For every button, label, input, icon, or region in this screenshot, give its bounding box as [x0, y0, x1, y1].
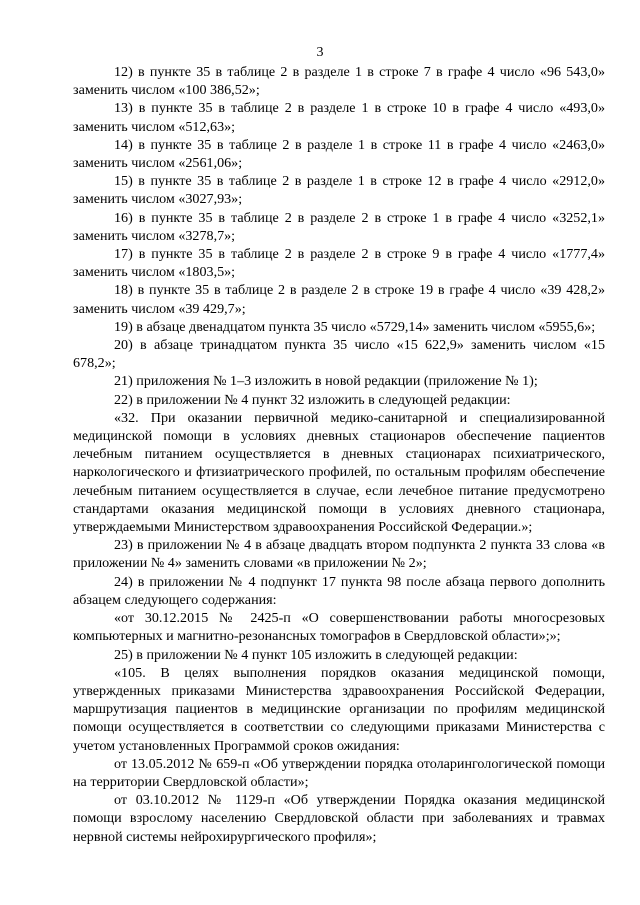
- paragraph-18: 18) в пункте 35 в таблице 2 в разделе 2 в строке 19 в графе 4 число «39 428,2» заменить числом «39 429,7»;: [73, 282, 605, 317]
- paragraph-25: 25) в приложении № 4 пункт 105 изложить в следующей редакции:: [114, 646, 518, 663]
- paragraph-24-quote: «от 30.12.2015 № 2425-п «О совершенствовании работы многосрезовых компьютерных и магнитно-резонансных томографов в Свердловской области»;»;: [73, 610, 605, 645]
- paragraph-13: 13) в пункте 35 в таблице 2 в разделе 1 в строке 10 в графе 4 число «493,0» заменить числом «512,63»;: [73, 100, 605, 135]
- document-body: [73, 63, 605, 846]
- paragraph-15: 15) в пункте 35 в таблице 2 в разделе 1 в строке 12 в графе 4 число «2912,0» заменить числом «3027,93»;: [73, 173, 605, 208]
- paragraph-14: 14) в пункте 35 в таблице 2 в разделе 1 в строке 11 в графе 4 число «2463,0» заменить числом «2561,06»;: [73, 136, 605, 172]
- order-item-1129: от 03.10.2012 № 1129-п «Об утверждении Порядка оказания медицинской помощи взрослому населению Свердловской области при заболеваниях и травмах нервной системы нейрохирургического профиля»;: [73, 792, 605, 845]
- order-item-659: от 13.05.2012 № 659-п «Об утверждении порядка отоларингологической помощи на территории Свердловской области»;: [73, 755, 605, 790]
- paragraph-21: 21) приложения № 1–3 изложить в новой редакции (приложение № 1);: [114, 373, 538, 390]
- paragraph-22-quote: «32. При оказании первичной медико-санитарной и специализированной медицинской помощи в условиях дневных стационаров обеспечение пациентов лечебным питанием осуществляется в дневных стационарах психиатрического, наркологического и фтизиатрического профилей, по остальным профилям обеспечение лечебным питанием осуществляется в случае, если лечебное питание предусмотрено стандартами оказания медицинской помощи в условиях дневного стационара, утверждаемыми Министерством здравоохранения Российской Федерации.»;: [73, 409, 605, 536]
- paragraph-23: 23) в приложении № 4 в абзаце двадцать втором подпункта 2 пункта 33 слова «в приложении № 4» заменить словами «в приложении № 2»;: [73, 537, 605, 572]
- paragraph-22: 22) в приложении № 4 пункт 32 изложить в следующей редакции:: [114, 391, 511, 408]
- paragraph-16: 16) в пункте 35 в таблице 2 в разделе 2 в строке 1 в графе 4 число «3252,1» заменить числом «3278,7»;: [73, 209, 605, 244]
- paragraph-20: 20) в абзаце тринадцатом пункта 35 число «15 622,9» заменить числом «15 678,2»;: [73, 337, 605, 372]
- paragraph-24: 24) в приложении № 4 подпункт 17 пункта 98 после абзаца первого дополнить абзацем следующего содержания:: [73, 573, 605, 608]
- paragraph-19: 19) в абзаце двенадцатом пункта 35 число «5729,14» заменить числом «5955,6»;: [114, 318, 596, 335]
- paragraph-25-quote: «105. В целях выполнения порядков оказания медицинской помощи, утвержденных приказами Министерства здравоохранения Российской Федерации, маршрутизация пациентов в медицинские организации по профилям медицинской помощи осуществляется в соответствии со следующими приказами Министерства с учетом установленных Программой сроков ожидания:: [73, 664, 605, 754]
- paragraph-17: 17) в пункте 35 в таблице 2 в разделе 2 в строке 9 в графе 4 число «1777,4» заменить числом «1803,5»;: [73, 246, 605, 281]
- page-number: 3: [316, 45, 324, 60]
- paragraph-12: 12) в пункте 35 в таблице 2 в разделе 1 в строке 7 в графе 4 число «96 543,0» заменить числом «100 386,52»;: [73, 64, 605, 99]
